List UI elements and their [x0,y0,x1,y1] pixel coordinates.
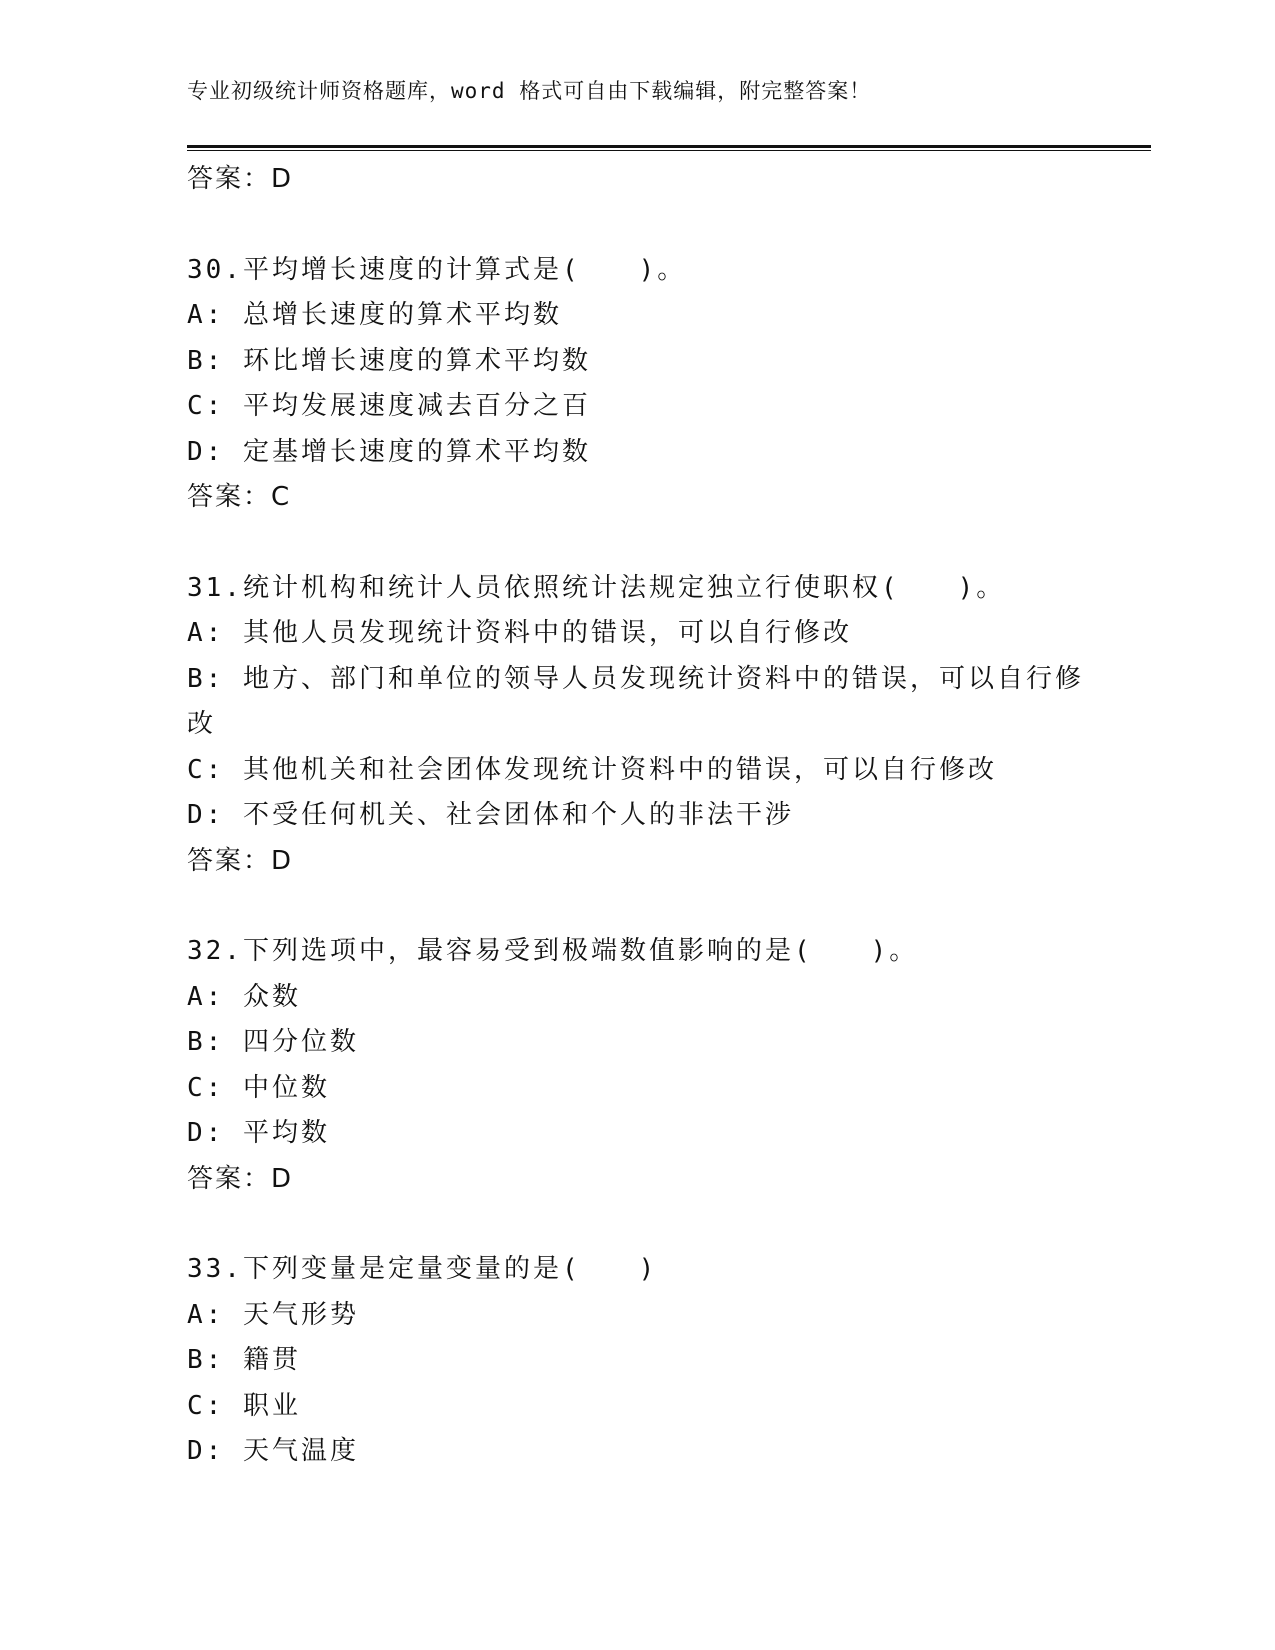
option-c: C: 职业 [187,1390,301,1421]
answer-line: 答案：D [187,164,294,194]
option-a: A: 其他人员发现统计资料中的错误，可以自行修改 [187,618,852,648]
question-31 [187,566,1087,885]
question-stem: 31.统计机构和统计人员依照统计法规定独立行使职权( )。 [187,572,1006,603]
option-b: B: 籍贯 [187,1345,301,1375]
option-a: A: 总增长速度的算术平均数 [187,300,562,330]
question-list [187,157,1087,1475]
answer-line: 答案：D [187,1163,294,1194]
spacer [187,203,1087,248]
spacer [187,884,1087,929]
option-d: D: 不受任何机关、社会团体和个人的非法干涉 [187,800,794,830]
option-c: C: 其他机关和社会团体发现统计资料中的错误，可以自行修改 [187,754,997,785]
question-30 [187,248,1087,521]
spacer [187,1202,1087,1247]
option-c: C: 平均发展速度减去百分之百 [187,391,591,421]
question-stem: 33.下列变量是定量变量的是( ) [187,1254,658,1284]
spacer [187,521,1087,566]
question-33 [187,1247,1087,1475]
question-32 [187,929,1087,1202]
option-c: C: 中位数 [187,1072,330,1103]
question-stem: 32.下列选项中，最容易受到极端数值影响的是( )。 [187,936,919,966]
answer-line: 答案：D [187,845,294,876]
option-a: A: 众数 [187,981,301,1012]
option-b: B: 环比增长速度的算术平均数 [187,345,591,376]
page-header: 专业初级统计师资格题库，word 格式可自由下载编辑，附完整答案！ [187,79,872,103]
option-d: D: 平均数 [187,1118,330,1148]
option-d: D: 天气温度 [187,1436,359,1466]
header-divider-thick [187,145,1151,148]
question-stem: 30.平均增长速度的计算式是( )。 [187,254,687,285]
option-a: A: 天气形势 [187,1299,359,1330]
option-d: D: 定基增长速度的算术平均数 [187,436,591,467]
header-divider-thin [187,150,1151,151]
option-b: B: 四分位数 [187,1027,359,1057]
answer-line: 答案：C [187,482,292,512]
option-b: B: 地方、部门和单位的领导人员发现统计资料中的错误，可以自行修改 [187,663,1084,739]
